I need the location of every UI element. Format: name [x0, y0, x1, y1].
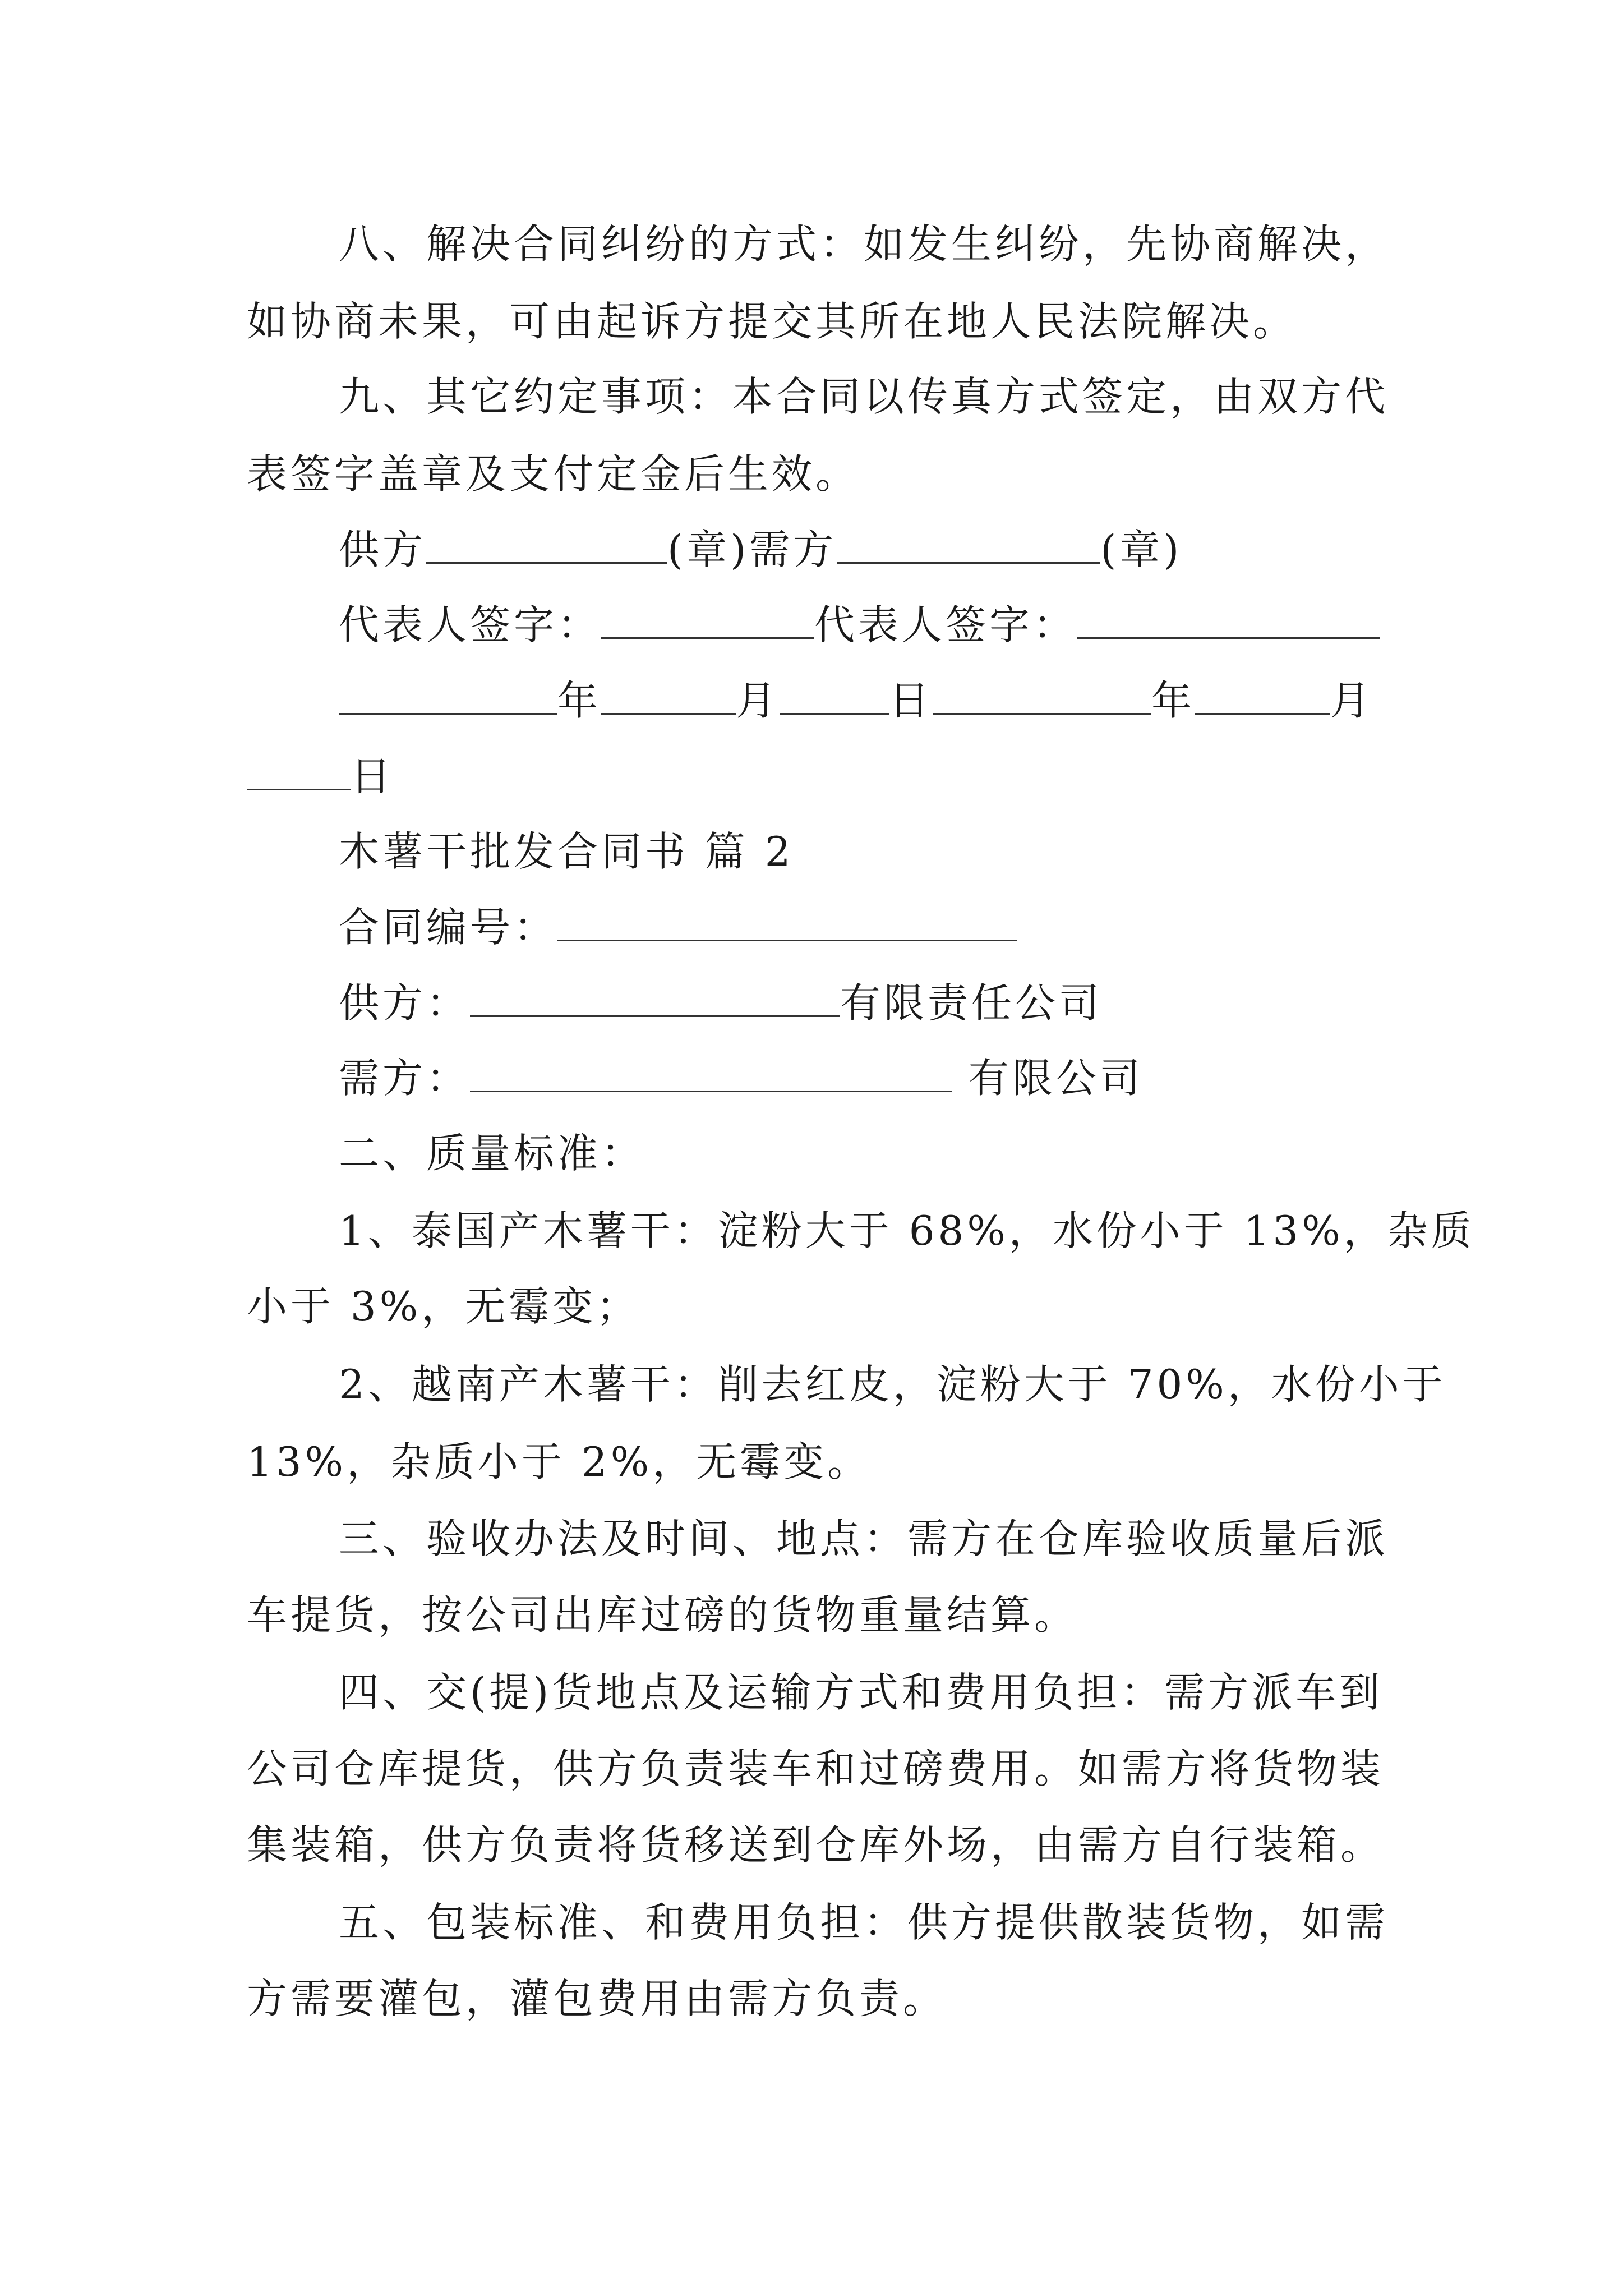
day-blank-1 [780, 674, 889, 715]
day-blank-2 [247, 749, 351, 790]
buyer-field-label: 需方： [339, 1055, 471, 1102]
day-label-2: 日 [351, 753, 395, 800]
quality-item-1-line-1: 1、泰国产木薯干：淀粉大于 68%，水份小于 13%，杂质 [339, 1207, 1475, 1254]
buyer-blank [837, 523, 1100, 564]
clause-5-line-2: 方需要灌包，灌包费用由需方负责。 [247, 1975, 947, 2022]
clause-4-line-2: 公司仓库提货，供方负责装车和过磅费用。如需方将货物装 [247, 1745, 1385, 1792]
supplier-name-blank [470, 976, 840, 1017]
quality-item-1-line-2: 小于 3%，无霉变； [247, 1283, 640, 1330]
rep-label-2: 代表人签字： [814, 601, 1077, 648]
contract-number-line [339, 899, 1017, 955]
clause-8-line-1: 八、解决合同纠纷的方式：如发生纠纷，先协商解决， [339, 220, 1389, 268]
clause-5-line-1: 五、包装标准、和费用负担：供方提供散装货物，如需 [339, 1899, 1389, 1946]
representative-line [339, 597, 1380, 653]
year-label-1: 年 [557, 677, 602, 724]
year-label-2: 年 [1151, 677, 1196, 724]
rep-label-1: 代表人签字： [339, 601, 602, 648]
clause-9-line-1: 九、其它约定事项：本合同以传真方式签定，由双方代 [339, 373, 1389, 420]
buyer-line [339, 1050, 1144, 1106]
contract-number-label: 合同编号： [339, 904, 558, 951]
rep-blank-1 [601, 598, 814, 639]
clause-8-line-2: 如协商未果，可由起诉方提交其所在地人民法院解决。 [247, 298, 1297, 345]
date-line-cont [247, 748, 394, 804]
party-seal-line [339, 522, 1182, 578]
month-blank-1 [601, 674, 736, 715]
year-blank-2 [933, 674, 1151, 715]
supplier-suffix: 有限责任公司 [840, 979, 1103, 1027]
quality-item-2-line-1: 2、越南产木薯干：削去红皮，淀粉大于 70%，水份小于 [339, 1361, 1446, 1408]
clause-4-line-1: 四、交(提)货地点及运输方式和费用负担：需方派车到 [339, 1669, 1384, 1716]
buyer-suffix: 有限公司 [968, 1055, 1144, 1102]
seal-buyer-label: (章)需方 [667, 526, 837, 573]
month-label-1: 月 [736, 677, 780, 724]
supplier-blank [426, 523, 667, 564]
supplier-line [339, 975, 1103, 1031]
month-label-2: 月 [1330, 677, 1374, 724]
supplier-field-label: 供方： [339, 979, 471, 1027]
rep-blank-2 [1077, 598, 1380, 639]
contract-number-blank [557, 900, 1017, 941]
clause-9-line-2: 表签字盖章及支付定金后生效。 [247, 450, 860, 498]
date-line [339, 673, 1373, 729]
quality-heading: 二、质量标准： [339, 1130, 645, 1177]
year-blank-1 [339, 674, 557, 715]
supplier-label: 供方 [339, 526, 427, 573]
day-label-1: 日 [889, 677, 933, 724]
clause-3-line-2: 车提货，按公司出库过磅的货物重量结算。 [247, 1591, 1078, 1639]
seal-label: (章) [1100, 526, 1183, 573]
quality-item-2-line-2: 13%，杂质小于 2%，无霉变。 [247, 1438, 872, 1485]
buyer-name-blank [470, 1051, 952, 1092]
month-blank-2 [1195, 674, 1330, 715]
clause-3-line-1: 三、验收办法及时间、地点：需方在仓库验收质量后派 [339, 1515, 1389, 1562]
section-2-title: 木薯干批发合同书 篇 2 [339, 828, 794, 875]
clause-4-line-3: 集装箱，供方负责将货移送到仓库外场，由需方自行装箱。 [247, 1821, 1385, 1869]
